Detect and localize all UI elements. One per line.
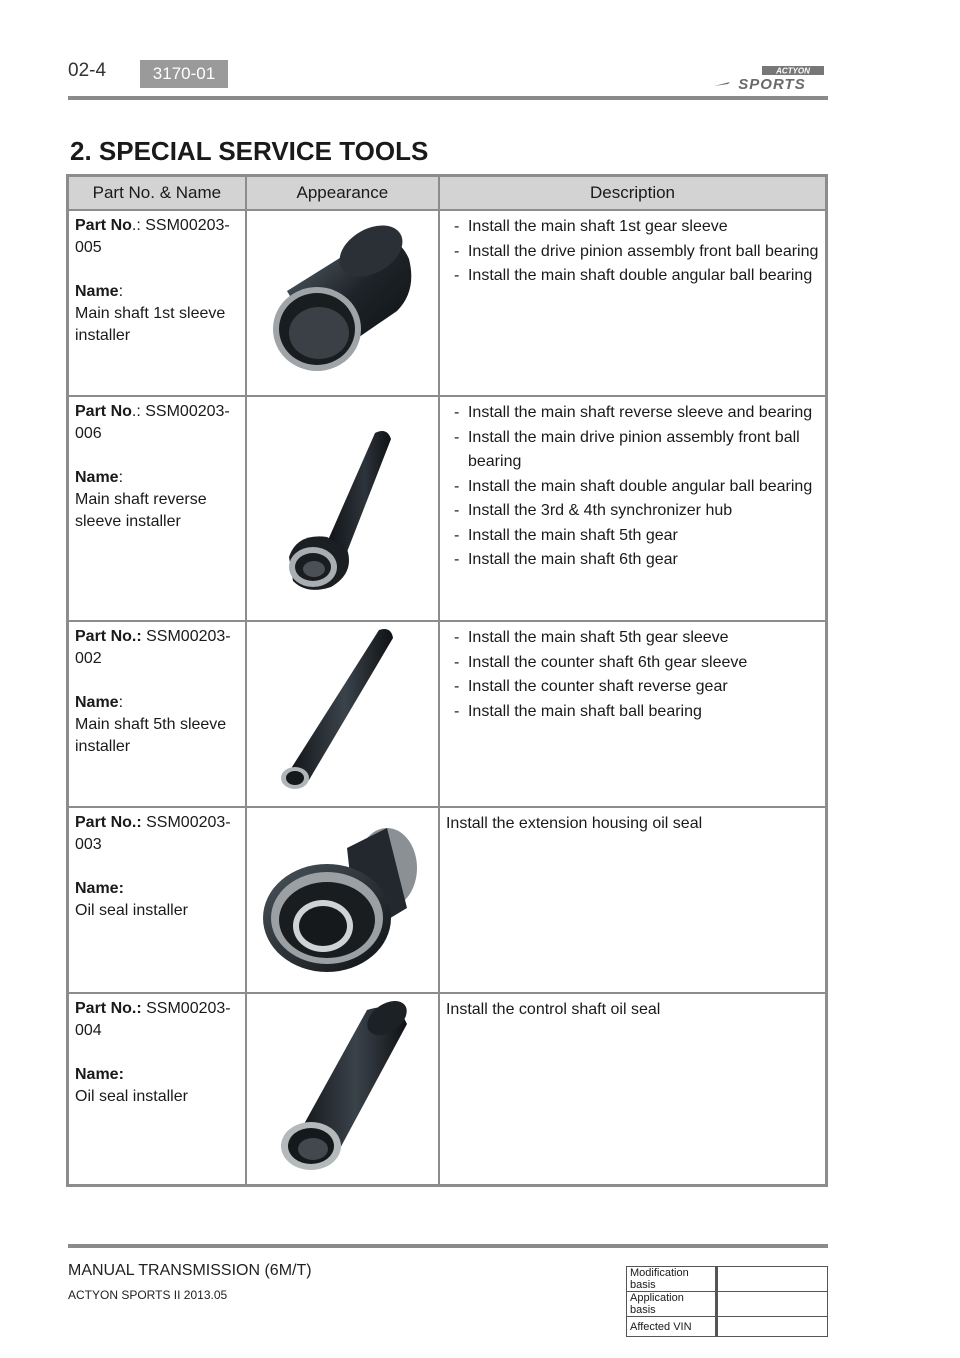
part-cell [68,396,246,621]
part-cell [68,210,246,396]
appearance-cell [246,210,439,396]
actyon-sports-logo [712,64,828,92]
list-item: - Install the main drive pinion assembly front ball bearing [446,426,819,475]
description-text: Install the extension housing oil seal [445,815,703,832]
revision-label: Affected VIN [627,1317,717,1337]
list-item: - Install the main shaft reverse sleeve and bearing [446,401,819,426]
footer-title: MANUAL TRANSMISSION (6M/T) [68,1262,312,1279]
table-header-row [68,176,827,211]
revision-row [627,1292,828,1317]
page-number: 02-4 [68,60,107,81]
oil-seal-installer-tube-icon [247,994,437,1180]
name-separator: : [118,469,124,486]
list-item: - Install the counter shaft 6th gear sleeve [446,651,819,676]
revision-table [626,1266,828,1337]
description-text: Install the control shaft oil seal [445,1001,661,1018]
description-list [446,626,819,724]
list-item: - Install the main shaft double angular ball bearing [446,264,819,289]
table-row [68,621,827,807]
part-no-separator: .: [131,217,146,234]
list-item: - Install the main shaft ball bearing [446,700,819,725]
part-cell [68,993,246,1185]
part-no-label: Part No.: [75,1000,142,1017]
appearance-cell [246,396,439,621]
tool-name: Main shaft reverse sleeve installer [75,491,207,530]
footer-model: ACTYON SPORTS II 2013.05 [68,1288,228,1302]
svg-text:ACTYON: ACTYON [776,66,810,76]
list-item: - Install the main shaft double angular ball bearing [446,475,819,500]
column-header-description: Description [439,176,827,211]
revision-value [717,1267,828,1292]
tool-name: Oil seal installer [75,1088,188,1105]
part-no-value: SSM00203-003 [75,814,231,853]
revision-value [717,1317,828,1337]
name-label: Name [75,283,119,300]
part-no-label: Part No [75,217,132,234]
description-cell [439,396,827,621]
part-no-separator: .: [131,403,146,420]
table-row [68,807,827,993]
revision-row [627,1317,828,1337]
part-cell [68,807,246,993]
name-label: Name [75,694,119,711]
table-row [68,396,827,621]
tool-name: Main shaft 1st sleeve installer [75,305,226,344]
part-no-label: Part No.: [75,628,142,645]
column-header-part: Part No. & Name [68,176,246,211]
description-cell [439,210,827,396]
table-row [68,210,827,396]
list-item: - Install the counter shaft reverse gear [446,675,819,700]
flanged-tube-installer-icon [247,397,437,617]
revision-label: Modification basis [627,1267,717,1292]
column-header-appearance: Appearance [246,176,439,211]
part-no-label: Part No.: [75,814,142,831]
list-item: - Install the main shaft 6th gear [446,548,819,573]
part-no-value: SSM00203-006 [75,403,230,442]
svg-text:SPORTS: SPORTS [738,76,806,92]
list-item: - Install the main shaft 5th gear sleeve [446,626,819,651]
appearance-cell [246,621,439,807]
list-item: - Install the main shaft 5th gear [446,524,819,549]
name-separator: : [118,694,124,711]
special-tools-table [66,174,828,1187]
tool-name: Main shaft 5th sleeve installer [75,716,227,755]
list-item: - Install the 3rd & 4th synchronizer hub [446,499,819,524]
page-title: 2. SPECIAL SERVICE TOOLS [70,136,429,166]
part-no-value: SSM00203-004 [75,1000,231,1039]
tool-name: Oil seal installer [75,902,188,919]
description-cell [439,621,827,807]
part-no-value: SSM00203-002 [75,628,231,667]
oil-seal-installer-flanged-icon [247,808,437,988]
revision-row [627,1267,828,1292]
part-no-label: Part No [75,403,132,420]
header-rule [68,96,828,100]
description-cell [439,807,827,993]
part-no-value: SSM00203-005 [75,217,230,256]
sleeve-installer-short-icon [247,211,437,391]
appearance-cell [246,807,439,993]
description-list [446,401,819,573]
appearance-cell [246,993,439,1185]
description-cell [439,993,827,1185]
table-row [68,993,827,1185]
long-tube-installer-icon [247,622,437,802]
name-label: Name: [75,880,124,897]
list-item: - Install the drive pinion assembly front ball bearing [446,240,819,265]
revision-value [717,1292,828,1317]
section-code-badge: 3170-01 [140,60,228,88]
list-item: - Install the main shaft 1st gear sleeve [446,215,819,240]
revision-label: Application basis [627,1292,717,1317]
footer-rule [68,1244,828,1248]
description-list [446,215,819,289]
name-label: Name: [75,1066,124,1083]
part-cell [68,621,246,807]
name-separator: : [118,283,124,300]
name-label: Name [75,469,119,486]
